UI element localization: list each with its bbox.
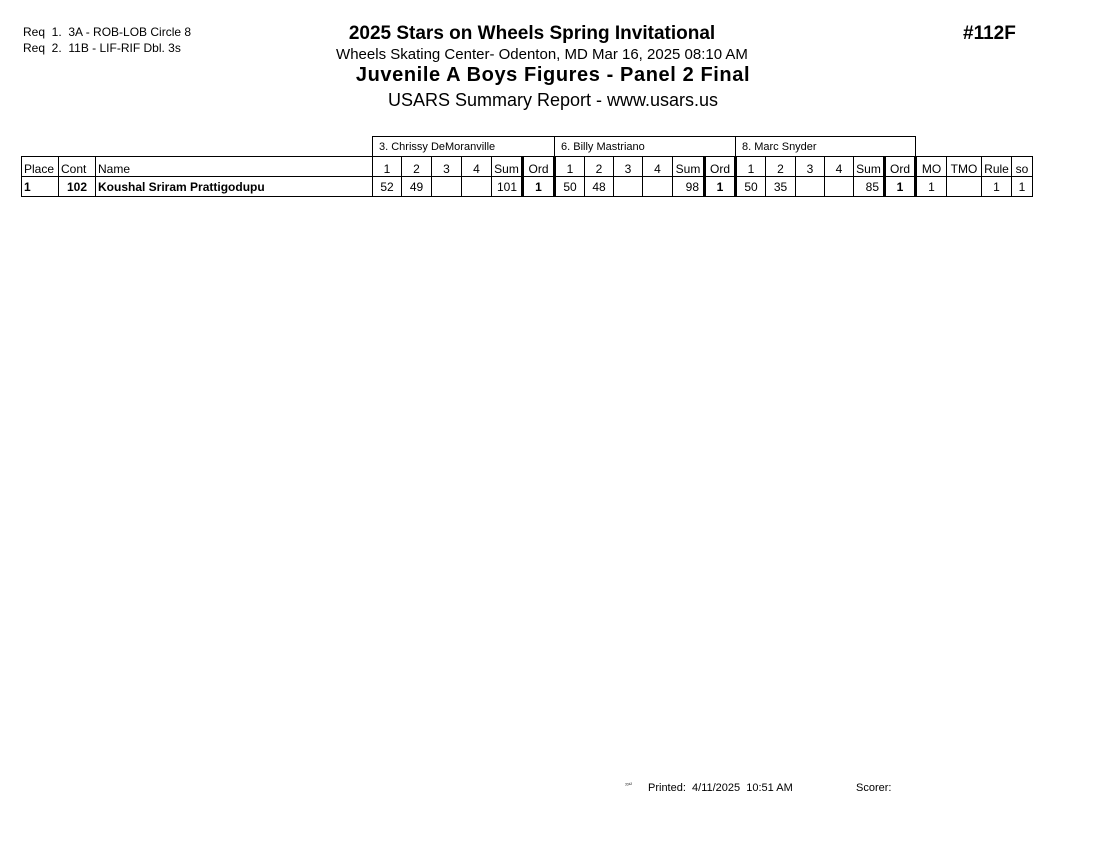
col-score-2: 2 [766,157,796,177]
col-tmo: TMO [947,157,982,177]
col-ord: Ord [523,157,555,177]
judge-name: 8. Marc Snyder [736,137,916,157]
score-cell: 50 [736,177,766,197]
score-cell: 35 [766,177,796,197]
col-sum: Sum [673,157,705,177]
col-score-3: 3 [614,157,643,177]
col-place: Place [22,157,59,177]
col-score-4: 4 [643,157,673,177]
event-title: 2025 Stars on Wheels Spring Invitational [348,23,716,44]
col-rule: Rule [982,157,1012,177]
sum-cell: 98 [673,177,705,197]
col-score-1: 1 [555,157,585,177]
col-score-2: 2 [402,157,432,177]
place-cell: 1 [22,177,59,197]
scorer-label: Scorer: [856,782,892,794]
sum-cell: 85 [854,177,885,197]
col-score-1: 1 [373,157,402,177]
score-cell: 49 [402,177,432,197]
col-score-3: 3 [432,157,462,177]
requirement-2: Req 2. 11B - LIF-RIF Dbl. 3s [23,41,181,55]
ordinal-cell: 1 [885,177,916,197]
col-name: Name [96,157,373,177]
col-score-3: 3 [796,157,825,177]
judge-header-row [22,137,1033,157]
score-cell [432,177,462,197]
so-cell: 1 [1012,177,1033,197]
judge-name: 6. Billy Mastriano [555,137,736,157]
score-cell [614,177,643,197]
col-ord: Ord [705,157,736,177]
table-row [22,177,1033,197]
col-score-4: 4 [825,157,854,177]
tmo-cell [947,177,982,197]
col-ord: Ord [885,157,916,177]
skater-name-cell: Koushal Sriram Prattigodupu [96,177,373,197]
col-mo: MO [916,157,947,177]
col-score-2: 2 [585,157,614,177]
rule-cell: 1 [982,177,1012,197]
col-sum: Sum [492,157,523,177]
ordinal-cell: 1 [523,177,555,197]
col-score-4: 4 [462,157,492,177]
judge-name: 3. Chrissy DeMoranville [373,137,555,157]
results-table [21,136,1033,197]
mo-cell: 1 [916,177,947,197]
sum-cell: 101 [492,177,523,197]
col-so: so [1012,157,1033,177]
col-cont: Cont [59,157,96,177]
column-header-row [22,157,1033,177]
requirement-1: Req 1. 3A - ROB-LOB Circle 8 [23,25,192,39]
score-cell [825,177,854,197]
ordinal-cell: 1 [705,177,736,197]
cont-cell: 102 [59,177,96,197]
report-title: USARS Summary Report - www.usars.us [387,90,719,110]
printed-timestamp: Printed: 4/11/2025 10:51 AM [648,782,793,794]
panel-title: Juvenile A Boys Figures - Panel 2 Final [355,64,751,86]
score-cell [462,177,492,197]
col-score-1: 1 [736,157,766,177]
score-cell: 52 [373,177,402,197]
venue-date-line: Wheels Skating Center- Odenton, MD Mar 16, 2025 08:10 AM [336,46,748,63]
event-number: #112F [963,23,1016,44]
col-sum: Sum [854,157,885,177]
score-cell: 48 [585,177,614,197]
score-cell [643,177,673,197]
score-cell [796,177,825,197]
footer-code: ᶾᶾ¹² [625,782,633,788]
score-cell: 50 [555,177,585,197]
